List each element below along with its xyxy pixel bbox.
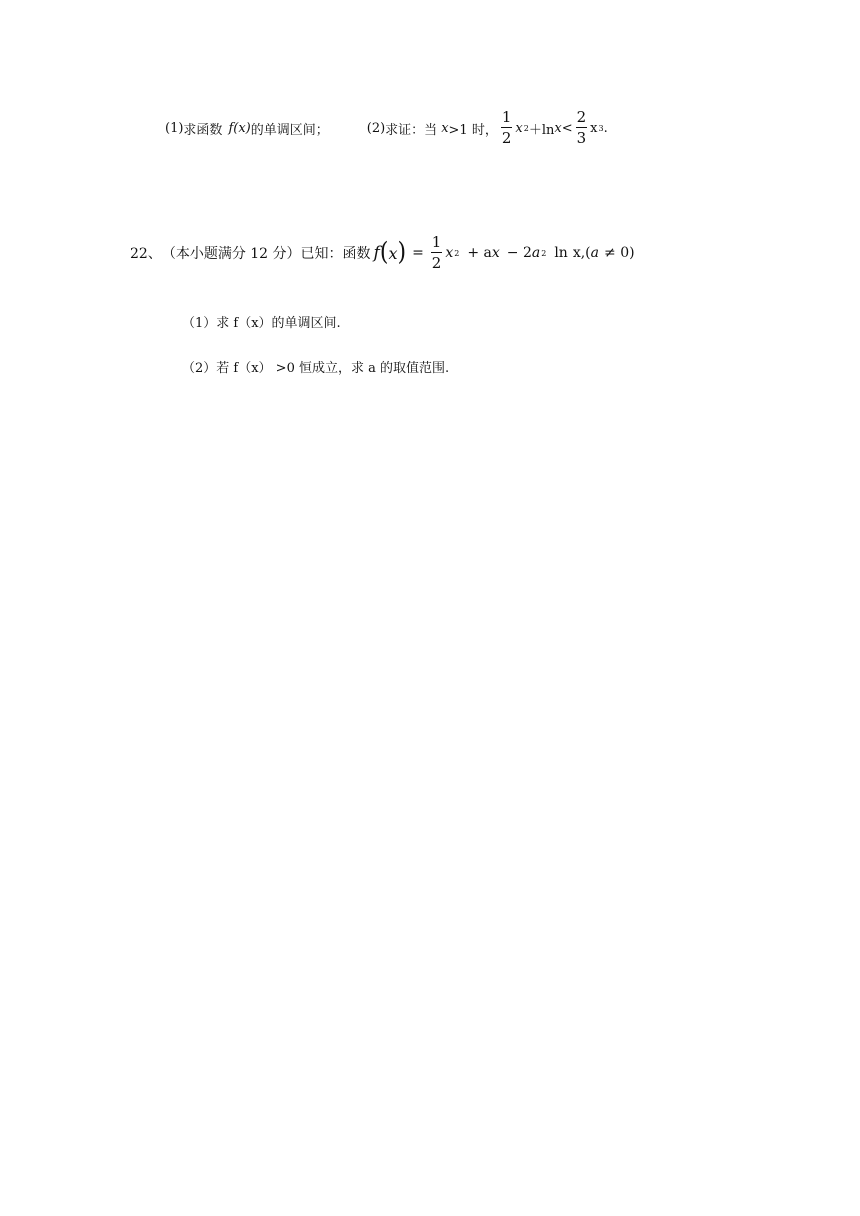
plus-ln: ＋ln <box>528 122 555 138</box>
fraction-denominator: 2 <box>501 129 512 147</box>
fraction-one-half <box>431 235 443 271</box>
less-than: < <box>561 120 573 136</box>
equals: = <box>412 245 424 261</box>
question-2-text: （2）若 f（x） >0 恒成立，求 a 的取值范围. <box>182 360 450 376</box>
condition-open: ,( <box>580 245 591 261</box>
fraction-numerator: 1 <box>431 233 442 251</box>
fraction-one-half <box>501 110 513 146</box>
x-linear: x <box>491 245 500 261</box>
exponent-two: 2 <box>454 248 460 258</box>
condition-a: a <box>590 245 600 261</box>
part2-cond: >1 时， <box>448 122 498 138</box>
func-f: f <box>373 243 380 263</box>
paren-close: ) <box>397 238 407 267</box>
part2-text: 求证：当 <box>385 122 438 138</box>
exponent-two: 2 <box>541 248 547 258</box>
part2-var-x2: x <box>515 120 523 136</box>
problem-header-text: （本小题满分 12 分）已知：函数 <box>161 246 371 262</box>
fraction-numerator: 2 <box>576 108 587 126</box>
period: . <box>603 120 608 136</box>
question-1 <box>182 311 341 331</box>
fraction-denominator: 2 <box>431 254 442 272</box>
problem21-line <box>165 108 608 148</box>
problem-number: 22、 <box>130 246 162 262</box>
condition-rest: ≠ 0) <box>604 245 635 261</box>
paren-open: ( <box>379 238 389 267</box>
fraction-two-thirds <box>576 110 588 146</box>
problem22-header <box>130 233 635 273</box>
ln-operator: ln <box>554 245 568 261</box>
a-variable: a <box>531 245 541 261</box>
part2-var-x3: x <box>554 120 562 136</box>
part1-func: f(x) <box>228 120 251 136</box>
part1-text: 求函数 <box>183 122 223 138</box>
plus-a: + a <box>467 245 492 261</box>
fraction-denominator: 3 <box>576 129 587 147</box>
x-ln: x <box>572 245 581 261</box>
part2-var-x4: x <box>590 120 598 136</box>
question-1-text: （1）求 f（x）的单调区间. <box>182 315 341 331</box>
exponent-three: 3 <box>598 123 604 133</box>
part1-text-b: 的单调区间； <box>250 122 329 138</box>
exponent-two: 2 <box>523 123 529 133</box>
part1-label: (1) <box>165 120 184 136</box>
func-x: x <box>388 243 398 263</box>
minus-two: − 2 <box>506 245 532 261</box>
question-2 <box>182 356 449 376</box>
x-squared-base: x <box>445 245 454 261</box>
part2-label: (2) <box>366 120 386 136</box>
part2-var-x: x <box>441 120 449 136</box>
fraction-numerator: 1 <box>501 108 512 126</box>
